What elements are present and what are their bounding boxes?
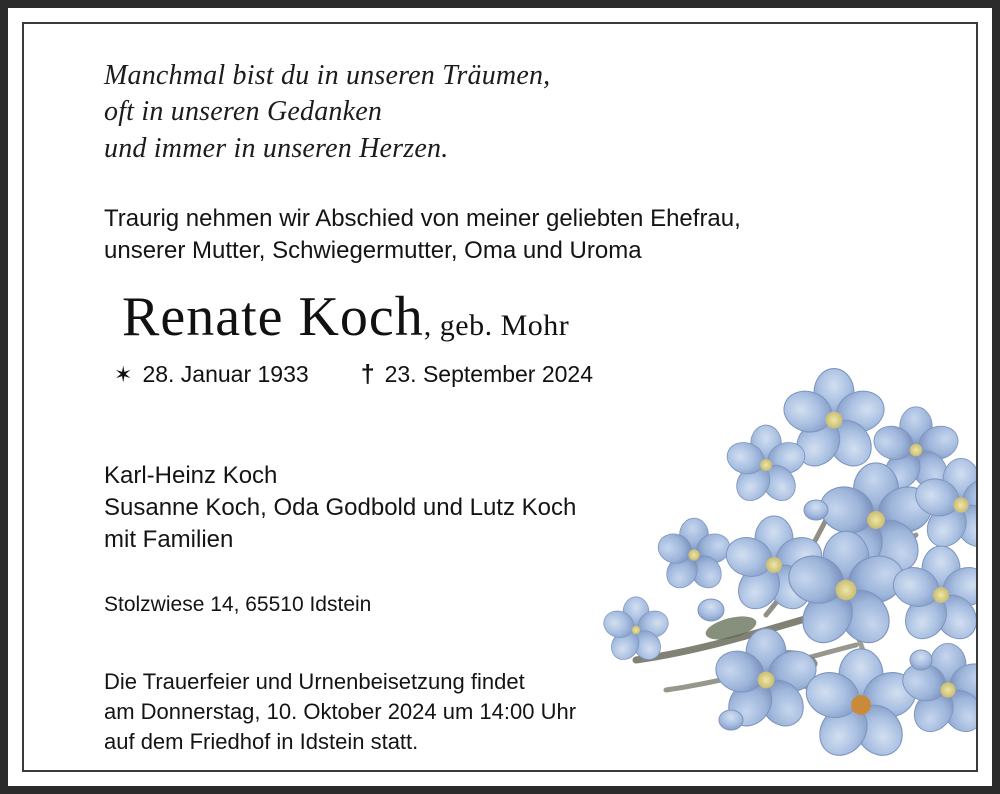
- deceased-name-suffix: , geb. Mohr: [423, 308, 570, 342]
- survivor-line-3: mit Familien: [104, 526, 234, 554]
- ceremony-line-2: am Donnerstag, 10. Oktober 2024 um 14:00 Uhr: [104, 699, 577, 725]
- life-dates: [104, 361, 936, 388]
- birth-star-icon: ✶: [114, 361, 133, 387]
- ceremony-line-1: Die Trauerfeier und Urnenbeisetzung findet: [104, 668, 525, 694]
- obituary-inner-frame: [22, 22, 978, 772]
- ceremony-block: [104, 667, 936, 758]
- deceased-name-line: [104, 285, 936, 348]
- deceased-name: Renate Koch: [122, 285, 424, 348]
- intro-line-1: Traurig nehmen wir Abschied von meiner geliebten Ehefrau,: [104, 205, 741, 233]
- death-date: 23. September 2024: [384, 360, 594, 387]
- birth-date: 28. Januar 1933: [142, 360, 309, 387]
- poem-line-1: Manchmal bist du in unseren Träumen,: [104, 60, 551, 91]
- ceremony-line-3: auf dem Friedhof in Idstein statt.: [104, 729, 419, 755]
- survivors-block: [104, 460, 936, 557]
- survivor-line-2: Susanne Koch, Oda Godbold und Lutz Koch: [104, 493, 577, 521]
- survivor-line-1: Karl-Heinz Koch: [104, 461, 278, 489]
- death-cross-icon: †: [360, 359, 375, 388]
- intro-block: [104, 203, 936, 266]
- postal-address: Stolzwiese 14, 65510 Idstein: [104, 592, 372, 616]
- intro-line-2: unserer Mutter, Schwiegermutter, Oma und Uroma: [104, 236, 642, 264]
- poem-line-2: oft in unseren Gedanken: [104, 96, 383, 128]
- poem-line-3: und immer in unseren Herzen.: [104, 132, 449, 164]
- obituary-content: [24, 24, 976, 758]
- poem-block: [104, 58, 936, 167]
